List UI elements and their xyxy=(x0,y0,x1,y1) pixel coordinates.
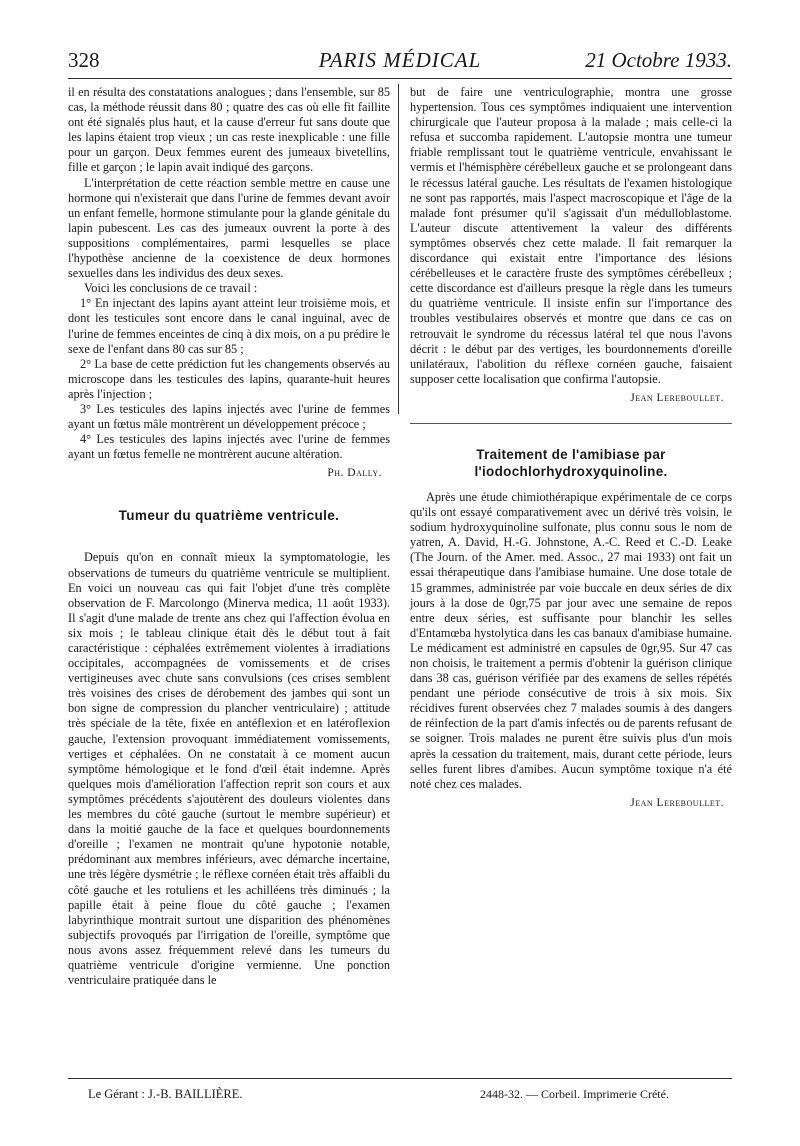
paragraph: il en résulta des constatations analogues ; dans l'ensemble, sur 85 cas, la méthode réussit dans 80 ; quatre des cas où elle fit faillite ont été signalés plus haut, et la cause d'erreur fut sans doute que les lapins étaient trop vieux ; un cas reste inexplicable : une fille pour un garçon. Deux femmes eurent des jumeaux bivetellins, fille et garçon ; le lapin avait indiqué des garçons. xyxy=(68,85,390,175)
conclusion-item: 1° En injectant des lapins ayant atteint leur troisième mois, et dont les testicules sont encore dans le canal inguinal, avec de l'urine de femmes enceintes de cinq à dix mois, on a pu prédire le sexe de l'enfant dans 80 cas sur 85 ; xyxy=(68,296,390,356)
paragraph: Depuis qu'on en connaît mieux la symptomatologie, les observations de tumeurs du quatrième ventricule se multiplient. En voici un nouveau cas qui fait l'objet d'une très complète observation de F. Marcolongo (Minerva medica, 11 août 1933). Il s'agit d'une malade de trente ans chez qui l'affection évolua en six mois ; le tableau clinique était dès le début tout à fait caractéristique : céphalées extrêmement violentes à irradiations occipitales, accompagnées de vomissements et de crises vertigineuses avec chute sans convulsions (ces crises semblent très voisines des crises de dérobement des jambes qui sont un bon signe de compression du plancher ventriculaire) ; attitude très spéciale de la tête, fixée en antéflexion et en latéroflexion gauche, l'extension provoquant immédiatement vomissements, vertiges et céphalées. On ne constatait à ce moment aucun symptôme hémologique et le fond d'œil était indemne. Après quelques mois d'amélioration l'affection reprit son cours et aux symptômes précédents s'ajoutèrent des douleurs violentes dans les membres du côté gauche (surtout le membre supérieur) et dans la moitié gauche de la face et quelques bourdonnements d'oreille ; l'examen ne montrait qu'une hypotonie notable, prédominant aux membres inférieurs, avec démarche incertaine, une très légère dysmétrie ; le réflexe cornéen était très affaibli du côté gauche et les rotuliens et les achilléens très diminués ; la papille était à peine floue du côté gauche ; l'examen labyrinthique montrait surtout une disparition des phénomènes subjectifs provoqués par l'irrigation de l'oreille, symptôme que nous avons assez fréquemment relevé dans les tumeurs du quatrième ventricule d'origine vermienne. Une ponction ventriculaire pratiquée dans le xyxy=(68,550,390,988)
conclusion-item: 2° La base de cette prédiction fut les changements observés au microscope dans les testicules des lapins, quarante-huit heures après l'injection ; xyxy=(68,356,390,401)
conclusion-item: 3° Les testicules des lapins injectés avec l'urine de femmes ayant un fœtus mâle montrèrent un développement précoce ; xyxy=(68,401,390,432)
paragraph: Après une étude chimiothérapique expérimentale de ce corps qu'ils ont essayé comparativement avec un dérivé très voisin, le sodium hydroxyquinoline sulfonate, plus connu sous le nom de yatren, A. David, H.-G. Johnstone, A.-C. Reed et C.-D. Leake (The Journ. of the Amer. med. Assoc., 27 mai 1933) ont fait un essai thérapeutique dans l'amibiase humaine. Une dose totale de 15 grammes, administrée par voie buccale en deux séries de dix jours à la dose de 0gr,75 par jour avec une semaine de repos entre deux séries, est suffisante pour blanchir les selles d'Entamœba hystolytica dans les cas banaux d'amibiase humaine. Le médicament est administré en capsules de 0gr,95. Sur 47 cas non choisis, le traitement a permis d'obtenir la guérison clinique dans 38 cas, guérison vérifiée par des examens de selles répétés pendant une période consécutive de trois à six mois. Six récidives furent observées chez 7 malades soumis à des dangers de réinfection de la part d'amis infectés ou de parents refusant de se soigner. Trois malades ne purent être suivis plus d'un mois après la cessation du traitement, mais, durant cette période, leurs selles furent libres d'amibes. Aucun symptôme toxique n'a été noté chez ces malades. xyxy=(410,489,732,791)
author-signature: Ph. Dally. xyxy=(327,467,382,480)
journal-title: PARIS MÉDICAL xyxy=(318,48,482,72)
paragraph: but de faire une ventriculographie, montra une grosse hypertension. Tous ces symptômes indiquaient une intervention chirurgicale que l'auteur proposa à la malade ; mais celle-ci la refusa et succomba rapidement. L'autopsie montra une tumeur friable remplissant tout le quatrième ventricule, envahissant le vermis et l'hémisphère cérébelleux gauche et se prolongeant dans le récessus latéral gauche. Les résultats de l'examen histologique ne sont pas rapportés, mais l'aspect macroscopique et l'âge de la malade font présumer qu'il s'agissait d'un médulloblastome. L'auteur discute attentivement la valeur des différents symptômes observés chez cette malade. Il fait remarquer la discordance qui existait entre l'importance des lésions cérébelleuses et le caractère fruste des symptômes cérébelleux ; cette discordance est d'ailleurs presque la règle dans les tumeurs du quatrième ventricule. Il insiste enfin sur l'importance des troubles vestibulaires observés et montre que dans ce cas on retrouvait le syndrome du récessus latéral tel que nous l'avons décrit : le début par des vertiges, les bourdonnements d'oreille unilatéraux, l'abolition du réflexe cornéen gauche, faisaient supposer cette localisation que confirma l'autopsie. xyxy=(410,85,732,386)
article-title: Traitement de l'amibiase par l'iodochlorhydroxyquinoline. xyxy=(474,446,668,479)
footer-publisher: Le Gérant : J.-B. BAILLIÈRE. xyxy=(88,1087,243,1101)
issue-date: 21 Octobre 1933. xyxy=(585,48,732,72)
page-number: 328 xyxy=(68,48,100,72)
article-title: Tumeur du quatrième ventricule. xyxy=(118,508,340,524)
footer-printer: 2448-32. — Corbeil. Imprimerie Crété. xyxy=(480,1087,669,1101)
page-header xyxy=(68,48,732,79)
right-column xyxy=(410,85,732,811)
section-rule xyxy=(410,423,732,424)
conclusion-item: 4° Les testicules des lapins injectés avec l'urine de femmes ayant un fœtus femelle ne montrèrent aucune altération. xyxy=(68,432,390,462)
author-signature: Jean Lereboullet. xyxy=(630,796,724,809)
column-divider xyxy=(398,84,399,414)
paragraph: L'interprétation de cette réaction semble mettre en cause une hormone qui n'existerait que dans l'urine de femmes devant avoir un enfant femelle, hormone stimulante pour la glande génitale du lapin pubescent. Les cas des jumeaux ouvrent la porte à des suppositions complémentaires, parmi lesquelles se place l'hypothèse ancienne de la coexistence de deux hormones sexuelles dans les individus des deux sexes. xyxy=(68,175,390,281)
author-signature: Jean Lereboullet. xyxy=(630,391,724,404)
left-column xyxy=(68,85,390,988)
paragraph: Voici les conclusions de ce travail : xyxy=(84,281,258,296)
footer-rule xyxy=(68,1078,732,1079)
